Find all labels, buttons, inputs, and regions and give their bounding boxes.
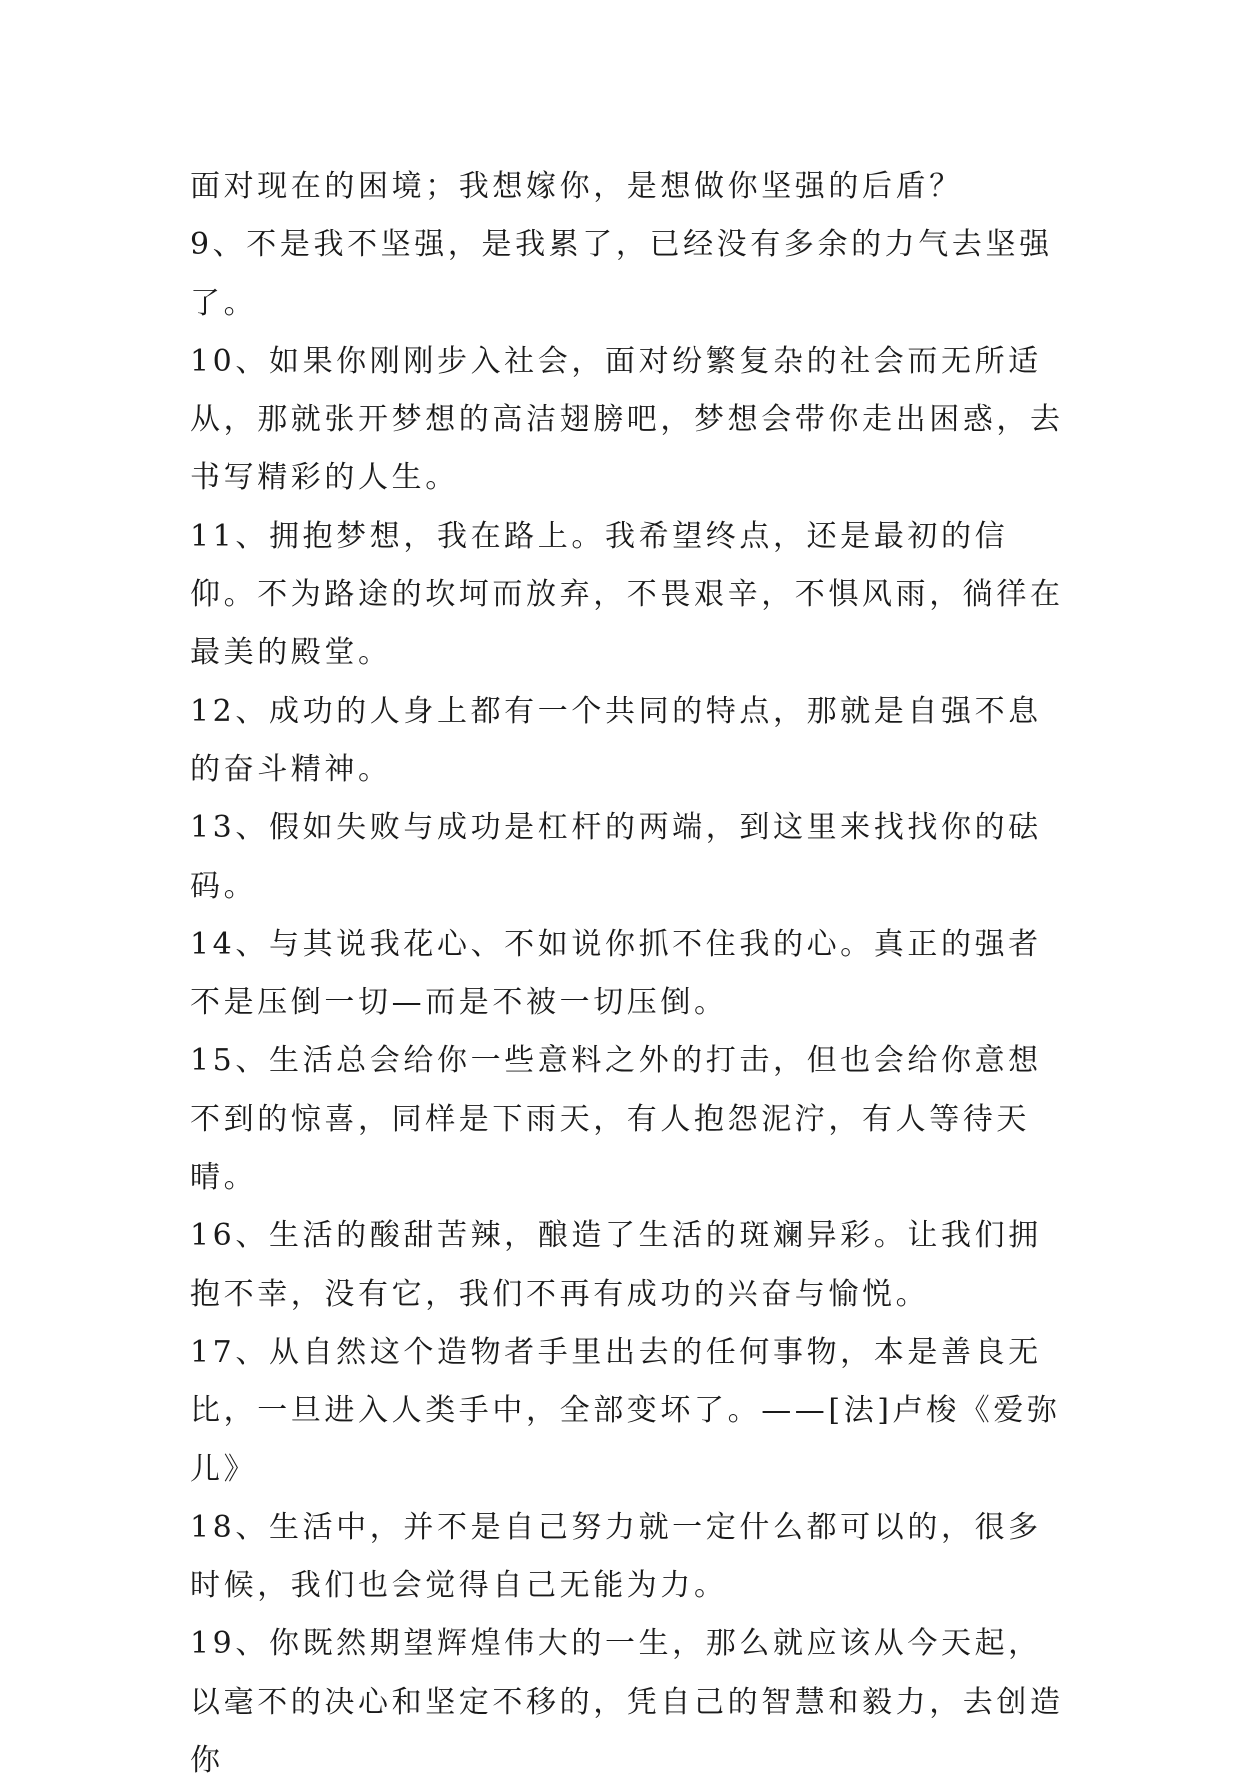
paragraph-item-17: 17、从自然这个造物者手里出去的任何事物，本是善良无比，一旦进入人类手中，全部变坏了。——[法]卢梭《爱弥儿》 bbox=[190, 1334, 1061, 1487]
paragraph-item-18: 18、生活中，并不是自己努力就一定什么都可以的，很多时候，我们也会觉得自己无能为力。 bbox=[190, 1509, 1042, 1604]
paragraph-item-12: 12、成功的人身上都有一个共同的特点，那就是自强不息的奋斗精神。 bbox=[190, 693, 1042, 787]
paragraph-item-15: 15、生活总会给你一些意料之外的打击，但也会给你意想不到的惊喜，同样是下雨天，有人抱怨泥泞，有人等待天晴。 bbox=[190, 1043, 1042, 1196]
paragraph-item-11: 11、拥抱梦想，我在路上。我希望终点，还是最初的信仰。不为路途的坎坷而放弃，不畏艰辛，不惧风雨，徜徉在最美的殿堂。 bbox=[190, 518, 1064, 671]
paragraph-item-16: 16、生活的酸甜苦辣，酿造了生活的斑斓异彩。让我们拥抱不幸，没有它，我们不再有成功的兴奋与愉悦。 bbox=[190, 1218, 1042, 1312]
paragraph-item-14: 14、与其说我花心、不如说你抓不住我的心。真正的强者不是压倒一切—而是不被一切压倒。 bbox=[190, 926, 1042, 1021]
document-body bbox=[190, 158, 1070, 1790]
paragraph-item-10: 10、如果你刚刚步入社会，面对纷繁复杂的社会而无所适从，那就张开梦想的高洁翅膀吧，梦想会带你走出困惑，去书写精彩的人生。 bbox=[190, 343, 1064, 496]
paragraph-item-9: 9、不是我不坚强，是我累了，已经没有多余的力气去坚强了。 bbox=[190, 227, 1053, 321]
paragraph-item-13: 13、假如失败与成功是杠杆的两端，到这里来找找你的砝码。 bbox=[190, 810, 1042, 904]
paragraph-continuation: 面对现在的困境；我想嫁你，是想做你坚强的后盾？ bbox=[190, 169, 963, 204]
paragraph-item-19: 19、你既然期望辉煌伟大的一生，那么就应该从今天起，以毫不的决心和坚定不移的，凭自己的智慧和毅力，去创造你 bbox=[190, 1626, 1064, 1779]
